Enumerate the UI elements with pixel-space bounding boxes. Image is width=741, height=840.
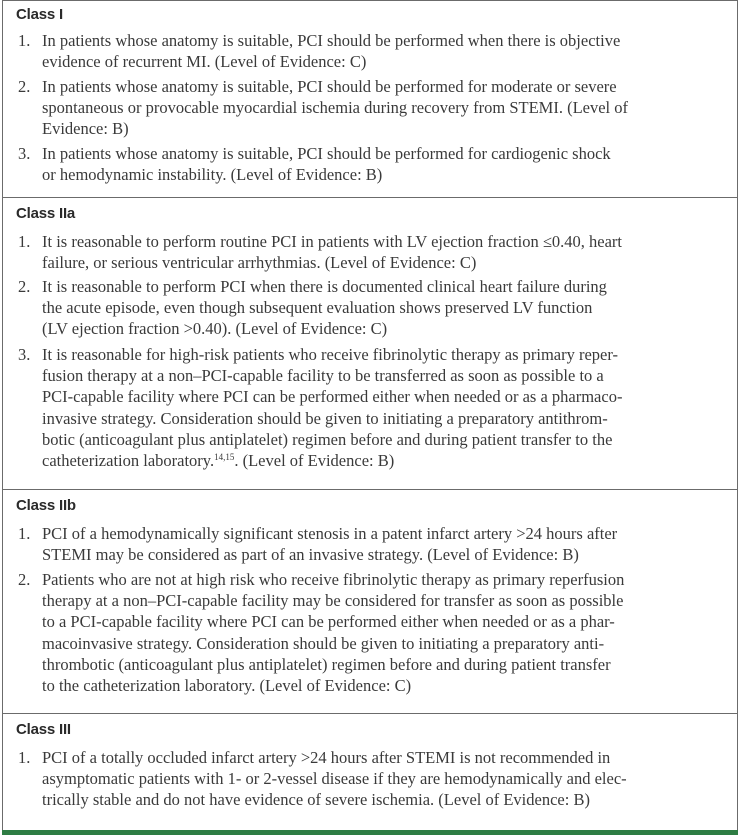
- item-line: evidence of recurrent MI. (Level of Evidence: C): [42, 52, 367, 72]
- item-line: the acute episode, even though subsequent evaluation shows preserved LV function: [42, 298, 593, 318]
- section-class-i: [3, 1, 737, 197]
- item-line: In patients whose anatomy is suitable, PCI should be performed for cardiogenic shock: [42, 144, 611, 163]
- item-line: fusion therapy at a non–PCI-capable facility to be transferred as soon as possible to a: [42, 366, 604, 386]
- item-line: Patients who are not at high risk who receive fibrinolytic therapy as primary reperfusion: [42, 570, 625, 589]
- citation-superscript: 14,15: [214, 452, 235, 463]
- item-number: 2.: [18, 570, 31, 589]
- item-line: Evidence: B): [42, 119, 129, 139]
- item-line: PCI of a hemodynamically significant stenosis in a patent infarct artery >24 hours after: [42, 524, 618, 543]
- item-line: to the catheterization laboratory. (Level of Evidence: C): [42, 676, 412, 696]
- item-line: In patients whose anatomy is suitable, PCI should be performed when there is objective: [42, 31, 621, 50]
- item-number: 2.: [18, 77, 31, 96]
- item-line-tail: . (Level of Evidence: B): [234, 451, 395, 471]
- bottom-accent-rule: [2, 830, 738, 835]
- item-line: (LV ejection fraction >0.40). (Level of Evidence: C): [42, 319, 388, 339]
- item-line: In patients whose anatomy is suitable, PCI should be performed for moderate or severe: [42, 77, 617, 96]
- item-number: 3.: [18, 144, 31, 163]
- section-class-iii: [3, 713, 737, 832]
- item-line: PCI-capable facility where PCI can be performed either when needed or as a pharmaco-: [42, 387, 623, 407]
- section-heading: Class I: [16, 6, 63, 23]
- section-heading: Class IIa: [16, 205, 76, 222]
- item-number: 1.: [18, 31, 31, 50]
- item-line: trically stable and do not have evidence of severe ischemia. (Level of Evidence: B): [42, 790, 590, 810]
- recommendations-table: [2, 0, 738, 832]
- item-number: 2.: [18, 277, 31, 296]
- item-number: 1.: [18, 524, 31, 543]
- item-line: failure, or serious ventricular arrhythmias. (Level of Evidence: C): [42, 253, 477, 273]
- item-line: botic (anticoagulant plus antiplatelet) regimen before and during patient transfer to the: [42, 429, 613, 449]
- item-number: 1.: [18, 748, 31, 767]
- item-line: STEMI may be considered as part of an invasive strategy. (Level of Evidence: B): [42, 545, 579, 565]
- section-heading: Class IIb: [16, 497, 76, 514]
- item-line: It is reasonable to perform routine PCI in patients with LV ejection fraction ≤0.40, heart: [42, 232, 622, 251]
- section-class-iib: [3, 489, 737, 714]
- item-line: invasive strategy. Consideration should be given to initiating a preparatory antithrom-: [42, 408, 608, 428]
- item-line: asymptomatic patients with 1- or 2-vessel disease if they are hemodynamically and elec-: [42, 769, 627, 789]
- item-number: 1.: [18, 232, 31, 251]
- item-line: macoinvasive strategy. Consideration should be given to initiating a preparatory anti-: [42, 633, 605, 653]
- item-line: thrombotic (anticoagulant plus antiplatelet) regimen before and during patient transfer: [42, 654, 611, 674]
- item-line: It is reasonable for high-risk patients who receive fibrinolytic therapy as primary reper-: [42, 345, 619, 364]
- item-number: 3.: [18, 345, 31, 364]
- section-heading: Class III: [16, 721, 71, 738]
- item-line: spontaneous or provocable myocardial ischemia during recovery from STEMI. (Level of: [42, 98, 629, 118]
- item-line: therapy at a non–PCI-capable facility may be considered for transfer as soon as possible: [42, 591, 624, 611]
- item-line: It is reasonable to perform PCI when there is documented clinical heart failure during: [42, 277, 607, 296]
- item-line-with-citation: [42, 450, 730, 471]
- item-line: PCI of a totally occluded infarct artery >24 hours after STEMI is not recommended in: [42, 748, 611, 767]
- section-class-iia: [3, 197, 737, 490]
- item-line: to a PCI-capable facility where PCI can be performed either when needed or as a phar-: [42, 612, 615, 632]
- item-line: catheterization laboratory.: [42, 451, 215, 471]
- item-line: or hemodynamic instability. (Level of Evidence: B): [42, 165, 383, 185]
